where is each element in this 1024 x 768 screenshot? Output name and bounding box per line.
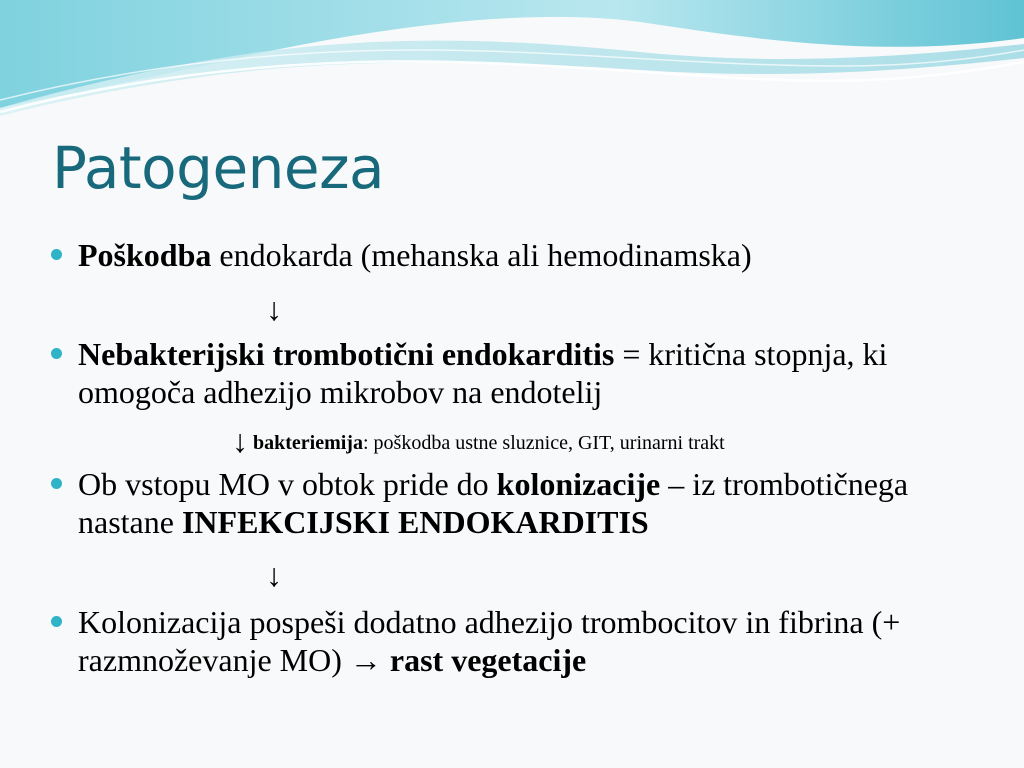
down-arrow-1: ↓: [266, 291, 282, 327]
bullet-3-bold-2: INFEKCIJSKI ENDOKARDITIS: [181, 504, 649, 540]
bullet-dot-icon: [51, 348, 62, 359]
bullet-3-text-1: Ob vstopu MO v obtok pride do: [78, 466, 497, 502]
bullet-2-text: = kritična stopnja, ki omogoča adhezijo mikrobov na endotelij: [78, 336, 888, 410]
bullet-item-4: [78, 603, 998, 679]
bacteremia-note: [232, 422, 725, 462]
bullet-dot-icon: [51, 616, 62, 627]
bullet-item-2: [78, 335, 998, 411]
bullet-item-1: [78, 236, 998, 274]
bullet-2-bold: Nebakterijski trombotični endokarditis: [78, 336, 615, 372]
bullet-1-text: endokarda (mehanska ali hemodinamska): [211, 237, 752, 273]
down-arrow-note: ↓: [232, 423, 248, 459]
bullet-dot-icon: [51, 478, 62, 489]
bullet-3-text-2: – iz trombotičnega nastane: [78, 466, 909, 540]
note-bold: bakteriemija: [253, 432, 363, 454]
slide-title: Patogeneza: [52, 134, 385, 202]
bullet-4-bold: rast vegetacije: [389, 642, 587, 678]
bullet-item-3: [78, 465, 998, 541]
bullet-1-bold: Poškodba: [78, 237, 212, 273]
down-arrow-2: ↓: [266, 557, 282, 593]
bullet-4-text: Kolonizacija pospeši dodatno adhezijo trombocitov in fibrina (+ razmnoževanje MO) →: [78, 604, 901, 678]
note-text: : poškodba ustne sluznice, GIT, urinarni trakt: [362, 432, 725, 454]
bullet-3-bold-1: kolonizacije: [496, 466, 661, 502]
bullet-dot-icon: [51, 249, 62, 260]
